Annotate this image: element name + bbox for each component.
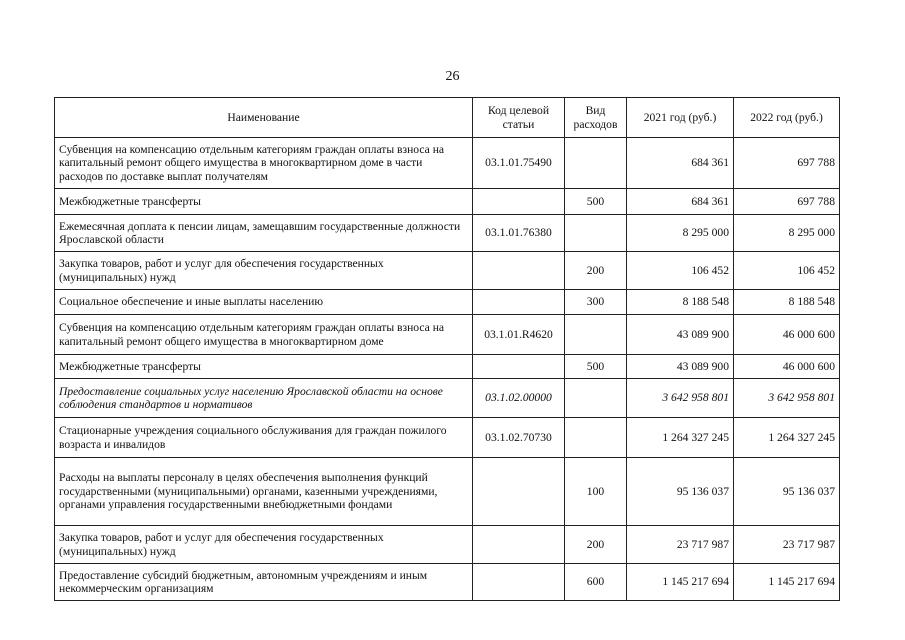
row-2022: 3 642 958 801 <box>734 379 840 418</box>
row-2022: 697 788 <box>734 189 840 215</box>
row-2022: 8 188 548 <box>734 290 840 315</box>
table-row <box>55 355 840 379</box>
row-code: 03.1.02.70730 <box>473 418 565 458</box>
row-2022: 46 000 600 <box>734 355 840 379</box>
table-row <box>55 215 840 252</box>
table-row <box>55 526 840 564</box>
row-2022: 697 788 <box>734 138 840 189</box>
row-code <box>473 526 565 564</box>
row-name: Межбюджетные трансферты <box>55 355 473 379</box>
header-type: Вид расходов <box>565 98 627 138</box>
row-2022: 46 000 600 <box>734 315 840 355</box>
row-2021: 1 264 327 245 <box>627 418 734 458</box>
row-type: 500 <box>565 355 627 379</box>
table-row <box>55 379 840 418</box>
row-name: Субвенция на компенсацию отдельным категориям граждан оплаты взноса на капитальный ремонт общего имущества в многоквартирном доме <box>55 315 473 355</box>
row-2022: 23 717 987 <box>734 526 840 564</box>
row-2021: 43 089 900 <box>627 355 734 379</box>
page-number: 26 <box>445 69 460 84</box>
row-type <box>565 315 627 355</box>
row-2021: 8 188 548 <box>627 290 734 315</box>
row-type: 200 <box>565 252 627 290</box>
table-row <box>55 290 840 315</box>
row-2021: 3 642 958 801 <box>627 379 734 418</box>
row-code <box>473 290 565 315</box>
row-2022: 1 264 327 245 <box>734 418 840 458</box>
row-code <box>473 355 565 379</box>
row-2021: 684 361 <box>627 138 734 189</box>
row-code <box>473 564 565 601</box>
row-name: Предоставление социальных услуг населению Ярославской области на основе соблюдения стандартов и нормативов <box>55 379 473 418</box>
row-type <box>565 138 627 189</box>
row-type: 300 <box>565 290 627 315</box>
row-code: 03.1.01.76380 <box>473 215 565 252</box>
row-name: Закупка товаров, работ и услуг для обеспечения государственных (муниципальных) нужд <box>55 252 473 290</box>
row-type <box>565 215 627 252</box>
header-code: Код целевой статьи <box>473 98 565 138</box>
row-2021: 43 089 900 <box>627 315 734 355</box>
row-name: Субвенция на компенсацию отдельным категориям граждан оплаты взноса на капитальный ремонт общего имущества в многоквартирном доме в части расходов по доставке выплат получателям <box>55 138 473 189</box>
table-row <box>55 252 840 290</box>
row-2021: 106 452 <box>627 252 734 290</box>
row-code <box>473 189 565 215</box>
row-type: 500 <box>565 189 627 215</box>
header-name: Наименование <box>55 98 473 138</box>
row-2021: 23 717 987 <box>627 526 734 564</box>
table-row <box>55 458 840 526</box>
row-name: Ежемесячная доплата к пенсии лицам, замещавшим государственные должности Ярославской области <box>55 215 473 252</box>
row-2022: 1 145 217 694 <box>734 564 840 601</box>
header-2021: 2021 год (руб.) <box>627 98 734 138</box>
row-code <box>473 458 565 526</box>
row-name: Межбюджетные трансферты <box>55 189 473 215</box>
header-2022: 2022 год (руб.) <box>734 98 840 138</box>
row-code: 03.1.01.75490 <box>473 138 565 189</box>
row-name: Закупка товаров, работ и услуг для обеспечения государственных (муниципальных) нужд <box>55 526 473 564</box>
row-2022: 106 452 <box>734 252 840 290</box>
row-2021: 95 136 037 <box>627 458 734 526</box>
table-row <box>55 138 840 189</box>
row-2021: 8 295 000 <box>627 215 734 252</box>
row-code: 03.1.02.00000 <box>473 379 565 418</box>
row-type <box>565 379 627 418</box>
row-code: 03.1.01.R4620 <box>473 315 565 355</box>
row-2021: 1 145 217 694 <box>627 564 734 601</box>
table-row <box>55 418 840 458</box>
row-name: Предоставление субсидий бюджетным, автономным учреждениям и иным некоммерческим организациям <box>55 564 473 601</box>
table-row <box>55 189 840 215</box>
row-type <box>565 418 627 458</box>
row-name: Стационарные учреждения социального обслуживания для граждан пожилого возраста и инвалидов <box>55 418 473 458</box>
row-type: 100 <box>565 458 627 526</box>
table-row <box>55 564 840 601</box>
table-row <box>55 315 840 355</box>
row-2021: 684 361 <box>627 189 734 215</box>
row-2022: 8 295 000 <box>734 215 840 252</box>
row-2022: 95 136 037 <box>734 458 840 526</box>
row-name: Социальное обеспечение и иные выплаты населению <box>55 290 473 315</box>
row-type: 600 <box>565 564 627 601</box>
row-code <box>473 252 565 290</box>
budget-table <box>54 97 840 601</box>
table-header-row <box>55 98 840 138</box>
row-name: Расходы на выплаты персоналу в целях обеспечения выполнения функций государственными (муниципальными) органами, казенными учреждениями, органами управления государственными внебюджетными фондами <box>55 458 473 526</box>
row-type: 200 <box>565 526 627 564</box>
